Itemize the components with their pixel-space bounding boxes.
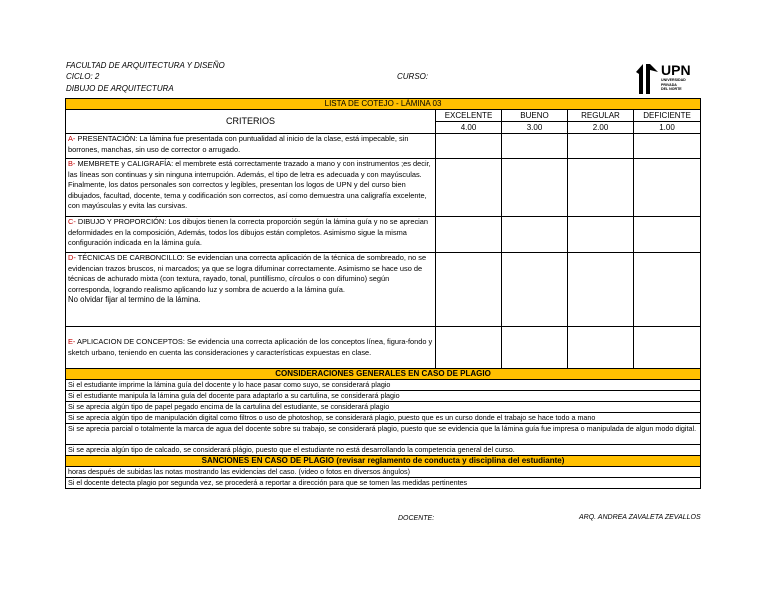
check-cell[interactable] — [568, 327, 634, 369]
criterion-row — [66, 217, 701, 253]
check-cell[interactable] — [436, 253, 502, 327]
check-cell[interactable] — [568, 159, 634, 217]
criterion-d — [66, 253, 436, 327]
check-cell[interactable] — [634, 253, 701, 327]
check-cell[interactable] — [568, 134, 634, 159]
check-cell[interactable] — [568, 217, 634, 253]
course-name: DIBUJO DE ARQUITECTURA — [66, 84, 174, 93]
sanciones-title: SANCIONES EN CASO DE PLAGIO (revisar reglamento de conducta y disciplina del estudiante) — [66, 456, 701, 467]
check-cell[interactable] — [502, 253, 568, 327]
logo-sub-line2: PRIVADA — [661, 82, 677, 87]
criterion-row — [66, 159, 701, 217]
criterion-letter: E- — [68, 336, 76, 346]
criterion-text: Los dibujos tienen la correcta proporción según la lámina guía y no se aprecian deformidades en la composición, Además, todos los dibujos están completos. Asimismo sigue la misma configuración indicada en la lámina guía. — [68, 217, 429, 248]
cycle-label: CICLO: 2 — [66, 72, 100, 81]
check-cell[interactable] — [634, 159, 701, 217]
check-cell[interactable] — [502, 159, 568, 217]
check-cell[interactable] — [436, 159, 502, 217]
criteria-header: CRITERIOS — [66, 110, 436, 134]
criterion-c — [66, 217, 436, 253]
level-regular: REGULAR — [568, 110, 634, 122]
sancion-item: horas después de subidas las notas mostrando las evidencias del caso. (video o fotos en diversos ángulos) — [66, 467, 701, 478]
score-regular: 2.00 — [568, 122, 634, 134]
plagio-title: CONSIDERACIONES GENERALES EN CASO DE PLAGIO — [66, 369, 701, 380]
criterion-e — [66, 327, 436, 369]
score-excelente: 4.00 — [436, 122, 502, 134]
check-cell[interactable] — [634, 327, 701, 369]
criterion-text: Se evidencian una correcta aplicación de la técnica de sombreado, no se evidencian trazos bruscos, ni marcados; ya que se logra difuminar correctamente. Asimismo se hace uso de técnicas de achurado mixta (con textura, rayado, tonal, puntillismo, círculos o con difumino) según corresponda, logrando realismo aplicando luz y sombra de acuerdo a la lámina guía. — [68, 253, 427, 294]
check-cell[interactable] — [502, 327, 568, 369]
logo-sub-line3: DEL NORTE — [661, 87, 682, 91]
checklist-table — [65, 98, 701, 489]
criterion-title: MEMBRETE y CALIGRAFÍA: — [75, 159, 174, 168]
criterion-text: el membrete está correctamente trazado a mano y con instrumentos ;es decir, las líneas son continuas y sin ninguna interrupción. Además, el tipo de letra es adecuada y con mayúsculas. Finalmente, los datos personales son correctos y legibles, presentan los logos de UPN y del curso bien dibujados, facultad, docente, tema y codificación son correctos, así como demuestra una caligrafía excelente, con mayúsculas y evita las cursivas. — [68, 159, 431, 211]
criterion-title: DIBUJO Y PROPORCIÓN: — [75, 217, 167, 226]
criterion-title: APLICACION DE CONCEPTOS: — [75, 336, 185, 346]
check-cell[interactable] — [634, 134, 701, 159]
course-label: CURSO: — [397, 72, 429, 81]
criterion-note: No olvidar fijar al termino de la lámina. — [68, 295, 201, 305]
score-bueno: 3.00 — [502, 122, 568, 134]
criterion-letter: A- — [68, 134, 76, 143]
criterion-a — [66, 134, 436, 159]
check-cell[interactable] — [634, 217, 701, 253]
check-cell[interactable] — [502, 134, 568, 159]
level-bueno: BUENO — [502, 110, 568, 122]
upn-logo — [634, 62, 696, 94]
criterion-text: Se evidencia una correcta aplicación de los conceptos línea, figura-fondo y sketch urbano, teniendo en cuenta las consideraciones y características expuestas en clase. — [68, 336, 433, 357]
check-cell[interactable] — [436, 327, 502, 369]
plagio-item: Si se aprecia algún tipo de papel pegado encima de la cartulina del estudiante, se considerará plagio — [66, 402, 701, 413]
criterion-letter: D- — [68, 253, 76, 262]
level-deficiente: DEFICIENTE — [634, 110, 701, 122]
upn-arrow-icon — [634, 62, 660, 94]
docente-name: ARQ. ANDREA ZAVALETA ZEVALLOS — [579, 514, 701, 521]
criterion-text: La lámina fue presentada con puntualidad al inicio de la clase, está impecable, sin borrones, manchas, sin uso de corrector o arrugado. — [68, 134, 409, 154]
plagio-item: Si se aprecia algún tipo de manipulación digital como filtros o uso de photoshop, se considerará plagio, puesto que es un curso donde el trabajo se hace todo a mano — [66, 413, 701, 424]
logo-sub-line1: UNIVERSIDAD — [661, 78, 686, 82]
criterion-row — [66, 253, 701, 327]
checklist-title: LISTA DE COTEJO - LÁMINA 03 — [66, 99, 701, 110]
plagio-item: Si el estudiante manipula la lámina guía del docente para adaptarlo a su cartulina, se considerará plagio — [66, 391, 701, 402]
criterion-title: TÉCNICAS DE CARBONCILLO: — [75, 253, 185, 262]
criterion-letter: C- — [68, 217, 76, 226]
level-excelente: EXCELENTE — [436, 110, 502, 122]
plagio-item: Si el estudiante imprime la lámina guía del docente y lo hace pasar como suyo, se considerará plagio — [66, 380, 701, 391]
sancion-item: Si el docente detecta plagio por segunda vez, se procederá a reportar a dirección para que se tomen las medidas pertinentes — [66, 478, 701, 489]
plagio-item: Si se aprecia parcial o totalmente la marca de agua del docente sobre su trabajo, se considerará plagio, puesto que se evidencia que la lámina guía fue impresa o manipulada de algun modo digital. — [66, 424, 701, 445]
criterion-title: PRESENTACIÓN: — [75, 134, 138, 143]
plagio-item: Si se aprecia algún tipo de calcado, se considerará plágio, puesto que el estudiante no está desarrollando la competencia general del curso. — [66, 445, 701, 456]
check-cell[interactable] — [436, 134, 502, 159]
check-cell[interactable] — [502, 217, 568, 253]
check-cell[interactable] — [436, 217, 502, 253]
check-cell[interactable] — [568, 253, 634, 327]
logo-brand: UPN — [661, 62, 691, 78]
criterion-row — [66, 134, 701, 159]
logo-subtitle — [661, 78, 686, 92]
criterion-row — [66, 327, 701, 369]
criterion-b — [66, 159, 436, 217]
faculty-label: FACULTAD DE ARQUITECTURA Y DISEÑO — [66, 61, 225, 70]
score-deficiente: 1.00 — [634, 122, 701, 134]
criterion-letter: B- — [68, 159, 76, 168]
docente-label: DOCENTE: — [398, 515, 435, 522]
